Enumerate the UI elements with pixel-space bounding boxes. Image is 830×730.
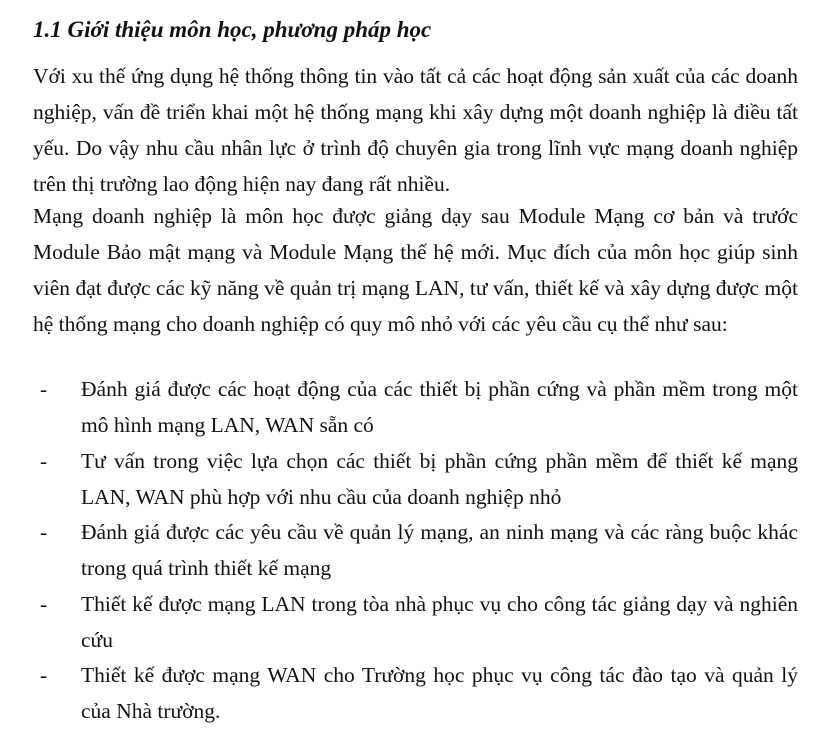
list-item	[0, 514, 830, 586]
section-heading: 1.1 Giới thiệu môn học, phương pháp học	[33, 17, 432, 42]
list-item	[0, 443, 830, 515]
intro-paragraph: Với xu thế ứng dụng hệ thống thông tin vào tất cả các hoạt động sản xuất của các doanh nghiệp, vấn đề triển khai một hệ thống mạng khi xây dựng một doanh nghiệp là điều tất yếu. Do vậy nhu cầu nhân lực ở trình độ chuyên gia trong lĩnh vực mạng doanh nghiệp trên thị trường lao động hiện nay đang rất nhiều.	[33, 64, 798, 196]
bullet-dash: -	[40, 520, 48, 544]
list-item-text: Thiết kế được mạng WAN cho Trường học phục vụ công tác đào tạo và quản lý của Nhà trường.	[81, 663, 798, 723]
list-item-text: Thiết kế được mạng LAN trong tòa nhà phục vụ cho công tác giảng dạy và nghiên cứu	[81, 591, 798, 652]
list-item-text: Tư vấn trong việc lựa chọn các thiết bị phần cứng phần mềm để thiết kế mạng LAN, WAN phù hợp với nhu cầu của doanh nghiệp nhỏ	[81, 448, 798, 509]
course-purpose-paragraph: Mạng doanh nghiệp là môn học được giảng dạy sau Module Mạng cơ bản và trước Module Bảo mật mạng và Module Mạng thế hệ mới. Mục đích của môn học giúp sinh viên đạt được các kỹ năng về quản trị mạng LAN, tư vấn, thiết kế và xây dựng được một hệ thống mạng cho doanh nghiệp có quy mô nhỏ với các yêu cầu cụ thể như sau:	[33, 204, 798, 336]
bullet-dash: -	[40, 591, 48, 616]
list-item	[0, 657, 830, 729]
list-item-text: Đánh giá được các hoạt động của các thiết bị phần cứng và phần mềm trong một mô hình mạng LAN, WAN sẵn có	[81, 377, 798, 437]
bullet-dash: -	[40, 448, 48, 473]
list-item	[0, 586, 830, 658]
bullet-dash: -	[40, 663, 48, 687]
list-item	[0, 371, 830, 443]
bullet-dash: -	[40, 377, 48, 401]
list-item-text: Đánh giá được các yêu cầu về quản lý mạng, an ninh mạng và các ràng buộc khác trong quá trình thiết kế mạng	[81, 520, 798, 580]
requirements-list	[0, 371, 830, 729]
